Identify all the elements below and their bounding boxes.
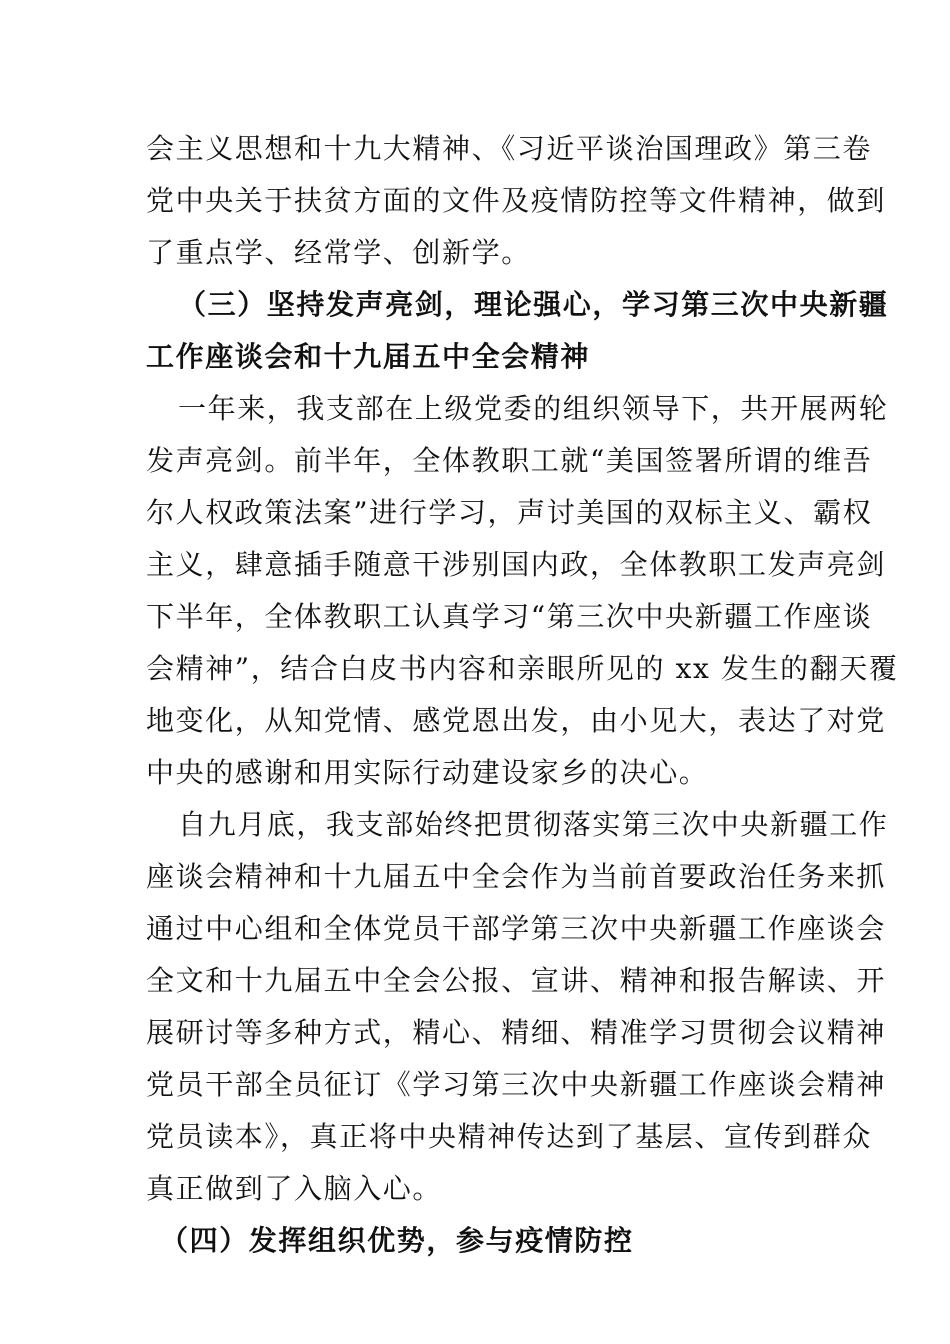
section-heading: （三）坚持发声亮剑，理论强心，学习第三次中央新疆	[178, 288, 889, 321]
section-heading: （四）发挥组织优势，参与疫情防控	[160, 1224, 634, 1257]
text-line: 通过中心组和全体党员干部学第三次中央新疆工作座谈会	[146, 912, 887, 945]
text-line: 一年来，我支部在上级党委的组织领导下，共开展两轮	[178, 392, 889, 425]
text-line: 会精神”，结合白皮书内容和亲眼所见的 xx 发生的翻天覆	[146, 652, 899, 685]
text-line: 展研讨等多种方式，精心、精细、精准学习贯彻会议精神	[146, 1016, 887, 1049]
section-heading: 工作座谈会和十九届五中全会精神	[146, 340, 591, 373]
text-line: 地变化，从知党情、感党恩出发，由小见大，表达了对党	[146, 704, 887, 737]
text-line: 尔人权政策法案”进行学习，声讨美国的双标主义、霸权	[146, 496, 873, 529]
text-line: 党员干部全员征订《学习第三次中央新疆工作座谈会精神	[146, 1068, 887, 1101]
text-line: 发声亮剑。前半年，全体教职工就“美国签署所谓的维吾	[146, 444, 873, 477]
text-line: 下半年，全体教职工认真学习“第三次中央新疆工作座谈	[146, 600, 873, 633]
text-line: 全文和十九届五中全会公报、宣讲、精神和报告解读、开	[146, 964, 887, 997]
text-line: 真正做到了入脑入心。	[146, 1172, 443, 1205]
text-line: 座谈会精神和十九届五中全会作为当前首要政治任务来抓	[146, 860, 887, 893]
text-line: 中央的感谢和用实际行动建设家乡的决心。	[146, 756, 709, 789]
text-line: 自九月底，我支部始终把贯彻落实第三次中央新疆工作	[178, 808, 889, 841]
text-line: 党员读本》，真正将中央精神传达到了基层、宣传到群众	[146, 1120, 873, 1153]
text-line: 主义，肆意插手随意干涉别国内政，全体教职工发声亮剑	[146, 548, 887, 581]
text-line: 会主义思想和十九大精神、《习近平谈治国理政》第三卷	[146, 132, 873, 165]
text-line: 了重点学、经常学、创新学。	[146, 236, 531, 269]
text-line: 党中央关于扶贫方面的文件及疫情防控等文件精神，做到	[146, 184, 887, 217]
